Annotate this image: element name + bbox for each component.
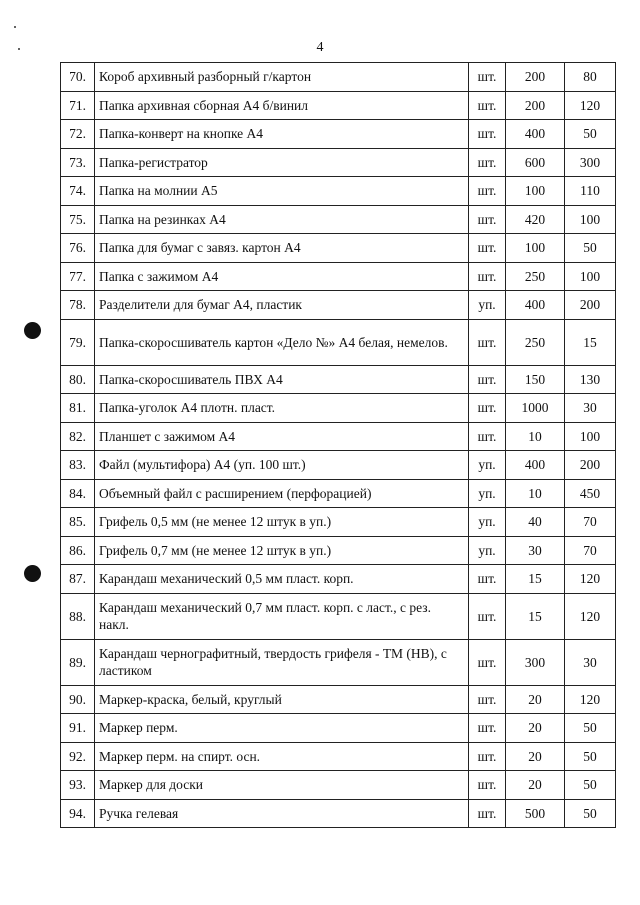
quantity-1-cell: 400 [506, 291, 565, 320]
item-name-cell: Разделители для бумаг А4, пластик [95, 291, 469, 320]
row-number-cell: 92. [61, 742, 95, 771]
row-number-cell: 91. [61, 714, 95, 743]
quantity-2-cell: 50 [565, 742, 616, 771]
quantity-1-cell: 600 [506, 148, 565, 177]
table-row [61, 291, 616, 320]
quantity-2-cell: 300 [565, 148, 616, 177]
quantity-2-cell: 30 [565, 639, 616, 685]
item-name-cell: Папка-уголок А4 плотн. пласт. [95, 394, 469, 423]
unit-cell: шт. [469, 234, 506, 263]
table-row [61, 593, 616, 639]
table-row [61, 451, 616, 480]
punch-hole-mark [24, 322, 41, 339]
quantity-1-cell: 250 [506, 319, 565, 365]
row-number-cell: 76. [61, 234, 95, 263]
table-row [61, 714, 616, 743]
quantity-1-cell: 10 [506, 479, 565, 508]
unit-cell: уп. [469, 291, 506, 320]
quantity-2-cell: 50 [565, 234, 616, 263]
quantity-1-cell: 150 [506, 365, 565, 394]
unit-cell: уп. [469, 508, 506, 537]
row-number-cell: 88. [61, 593, 95, 639]
row-number-cell: 83. [61, 451, 95, 480]
item-name-cell: Папка-регистратор [95, 148, 469, 177]
table-row [61, 536, 616, 565]
item-name-cell: Грифель 0,7 мм (не менее 12 штук в уп.) [95, 536, 469, 565]
scan-speck [18, 48, 20, 50]
item-name-cell: Папка с зажимом А4 [95, 262, 469, 291]
item-name-cell: Грифель 0,5 мм (не менее 12 штук в уп.) [95, 508, 469, 537]
quantity-1-cell: 250 [506, 262, 565, 291]
row-number-cell: 84. [61, 479, 95, 508]
item-name-cell: Планшет с зажимом А4 [95, 422, 469, 451]
row-number-cell: 87. [61, 565, 95, 594]
row-number-cell: 79. [61, 319, 95, 365]
quantity-1-cell: 15 [506, 565, 565, 594]
item-name-cell: Папка на резинках А4 [95, 205, 469, 234]
unit-cell: шт. [469, 799, 506, 828]
punch-hole-mark [24, 565, 41, 582]
items-table-body [61, 63, 616, 828]
table-row [61, 205, 616, 234]
items-table [60, 62, 616, 828]
table-row [61, 479, 616, 508]
table-row [61, 394, 616, 423]
table-row [61, 565, 616, 594]
unit-cell: шт. [469, 714, 506, 743]
quantity-2-cell: 15 [565, 319, 616, 365]
unit-cell: шт. [469, 120, 506, 149]
row-number-cell: 71. [61, 91, 95, 120]
row-number-cell: 82. [61, 422, 95, 451]
quantity-2-cell: 50 [565, 120, 616, 149]
item-name-cell: Папка на молнии А5 [95, 177, 469, 206]
unit-cell: шт. [469, 177, 506, 206]
unit-cell: шт. [469, 63, 506, 92]
unit-cell: шт. [469, 685, 506, 714]
quantity-2-cell: 200 [565, 451, 616, 480]
row-number-cell: 93. [61, 771, 95, 800]
quantity-1-cell: 100 [506, 234, 565, 263]
quantity-2-cell: 110 [565, 177, 616, 206]
table-row [61, 639, 616, 685]
quantity-2-cell: 70 [565, 536, 616, 565]
quantity-2-cell: 50 [565, 799, 616, 828]
quantity-1-cell: 20 [506, 685, 565, 714]
quantity-2-cell: 120 [565, 91, 616, 120]
quantity-2-cell: 130 [565, 365, 616, 394]
item-name-cell: Карандаш чернографитный, твердость грифеля - ТМ (НВ), с ластиком [95, 639, 469, 685]
row-number-cell: 94. [61, 799, 95, 828]
item-name-cell: Ручка гелевая [95, 799, 469, 828]
row-number-cell: 70. [61, 63, 95, 92]
unit-cell: шт. [469, 742, 506, 771]
row-number-cell: 86. [61, 536, 95, 565]
unit-cell: шт. [469, 639, 506, 685]
unit-cell: шт. [469, 365, 506, 394]
row-number-cell: 77. [61, 262, 95, 291]
unit-cell: уп. [469, 451, 506, 480]
row-number-cell: 75. [61, 205, 95, 234]
quantity-2-cell: 100 [565, 205, 616, 234]
row-number-cell: 74. [61, 177, 95, 206]
item-name-cell: Файл (мультифора) А4 (уп. 100 шт.) [95, 451, 469, 480]
table-row [61, 91, 616, 120]
table-row [61, 422, 616, 451]
item-name-cell: Папка архивная сборная А4 б/винил [95, 91, 469, 120]
unit-cell: шт. [469, 394, 506, 423]
quantity-2-cell: 120 [565, 593, 616, 639]
quantity-1-cell: 100 [506, 177, 565, 206]
item-name-cell: Папка-конверт на кнопке А4 [95, 120, 469, 149]
unit-cell: уп. [469, 536, 506, 565]
unit-cell: шт. [469, 148, 506, 177]
table-row [61, 234, 616, 263]
quantity-2-cell: 50 [565, 714, 616, 743]
unit-cell: шт. [469, 771, 506, 800]
table-row [61, 742, 616, 771]
quantity-2-cell: 200 [565, 291, 616, 320]
unit-cell: шт. [469, 91, 506, 120]
quantity-1-cell: 40 [506, 508, 565, 537]
quantity-1-cell: 15 [506, 593, 565, 639]
quantity-1-cell: 300 [506, 639, 565, 685]
row-number-cell: 78. [61, 291, 95, 320]
quantity-1-cell: 1000 [506, 394, 565, 423]
unit-cell: шт. [469, 205, 506, 234]
table-row [61, 148, 616, 177]
row-number-cell: 72. [61, 120, 95, 149]
unit-cell: шт. [469, 262, 506, 291]
quantity-1-cell: 10 [506, 422, 565, 451]
quantity-1-cell: 500 [506, 799, 565, 828]
page-number: 4 [316, 40, 324, 55]
quantity-2-cell: 30 [565, 394, 616, 423]
row-number-cell: 81. [61, 394, 95, 423]
quantity-2-cell: 100 [565, 422, 616, 451]
table-row [61, 771, 616, 800]
quantity-2-cell: 100 [565, 262, 616, 291]
quantity-1-cell: 200 [506, 91, 565, 120]
item-name-cell: Маркер перм. [95, 714, 469, 743]
table-row [61, 319, 616, 365]
table-row [61, 262, 616, 291]
quantity-2-cell: 120 [565, 565, 616, 594]
row-number-cell: 73. [61, 148, 95, 177]
item-name-cell: Маркер-краска, белый, круглый [95, 685, 469, 714]
table-row [61, 508, 616, 537]
unit-cell: уп. [469, 479, 506, 508]
item-name-cell: Маркер для доски [95, 771, 469, 800]
row-number-cell: 90. [61, 685, 95, 714]
quantity-1-cell: 20 [506, 742, 565, 771]
quantity-2-cell: 80 [565, 63, 616, 92]
quantity-1-cell: 420 [506, 205, 565, 234]
table-row [61, 63, 616, 92]
item-name-cell: Карандаш механический 0,5 мм пласт. корп. [95, 565, 469, 594]
item-name-cell: Папка-скоросшиватель ПВХ А4 [95, 365, 469, 394]
unit-cell: шт. [469, 319, 506, 365]
quantity-1-cell: 30 [506, 536, 565, 565]
unit-cell: шт. [469, 565, 506, 594]
quantity-1-cell: 20 [506, 771, 565, 800]
quantity-2-cell: 450 [565, 479, 616, 508]
item-name-cell: Короб архивный разборный г/картон [95, 63, 469, 92]
unit-cell: шт. [469, 593, 506, 639]
item-name-cell: Объемный файл с расширением (перфорацией) [95, 479, 469, 508]
quantity-2-cell: 120 [565, 685, 616, 714]
quantity-2-cell: 50 [565, 771, 616, 800]
unit-cell: шт. [469, 422, 506, 451]
row-number-cell: 89. [61, 639, 95, 685]
item-name-cell: Папка-скоросшиватель картон «Дело №» А4 белая, немелов. [95, 319, 469, 365]
quantity-2-cell: 70 [565, 508, 616, 537]
item-name-cell: Карандаш механический 0,7 мм пласт. корп. с ласт., с рез. накл. [95, 593, 469, 639]
table-row [61, 365, 616, 394]
item-name-cell: Папка для бумаг с завяз. картон А4 [95, 234, 469, 263]
table-row [61, 120, 616, 149]
quantity-1-cell: 200 [506, 63, 565, 92]
row-number-cell: 80. [61, 365, 95, 394]
item-name-cell: Маркер перм. на спирт. осн. [95, 742, 469, 771]
quantity-1-cell: 20 [506, 714, 565, 743]
row-number-cell: 85. [61, 508, 95, 537]
quantity-1-cell: 400 [506, 120, 565, 149]
table-row [61, 799, 616, 828]
scan-speck [14, 26, 16, 28]
table-row [61, 685, 616, 714]
table-row [61, 177, 616, 206]
quantity-1-cell: 400 [506, 451, 565, 480]
